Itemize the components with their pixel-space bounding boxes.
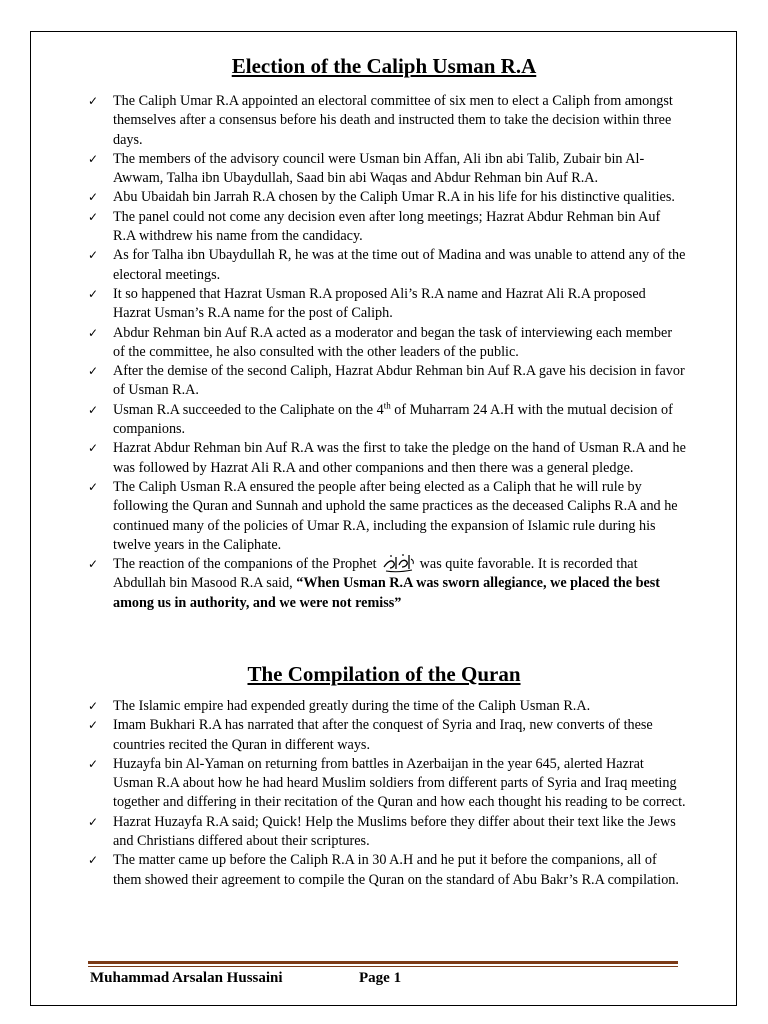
list-item-text: The Caliph Umar R.A appointed an electoral committee of six men to elect a Caliph from amongst themselves after a consensus before his death and instructed them to take the decision within three days. [113, 93, 673, 148]
compilation-bullet-list [88, 697, 686, 890]
list-item-text: The Caliph Usman R.A ensured the people after being elected as a Caliph that he will rule by following the Quran and Sunnah and uphold the same practices as the deceased Caliphs R.A and he continued many of the policies of Umar R.A, including the expansion of Islamic rule during his twelve years in the Caliphate. [113, 478, 678, 553]
checkmark-icon: ✓ [88, 699, 99, 713]
list-item-text: After the demise of the second Caliph, Hazrat Abdur Rehman bin Auf R.A gave his decision in favor of Usman R.A. [113, 363, 685, 399]
list-item [88, 92, 686, 150]
list-item-text-after: was quite favorable. It is recorded that Abdullah bin Masood R.A said, [113, 556, 638, 592]
ordinal-suffix: th [383, 400, 391, 411]
list-item [88, 813, 686, 852]
list-item-text: Huzayfa bin Al-Yaman on returning from battles in Azerbaijan in the year 645, alerted Hazrat Usman R.A about how he had heard Muslim soldiers from different parts of Syria and Iraq meeting together and differing in their recitation of the Quran and how each thought his reading to be correct. [113, 755, 686, 811]
checkmark-icon: ✓ [88, 441, 99, 456]
list-item-text: Hazrat Abdur Rehman bin Auf R.A was the first to take the pledge on the hand of Usman R.A and he was followed by Hazrat Ali R.A and other companions and then there was a general pledge. [113, 440, 686, 476]
list-item-text: It so happened that Hazrat Usman R.A proposed Ali’s R.A name and Hazrat Ali R.A proposed Hazrat Usman’s R.A name for the post of Caliph. [113, 285, 646, 322]
checkmark-icon: ✓ [88, 557, 99, 572]
list-item [88, 755, 686, 813]
list-item [88, 285, 686, 324]
list-item-text: Abu Ubaidah bin Jarrah R.A chosen by the Caliph Umar R.A in his life for his distinctive qualities. [113, 189, 675, 206]
footer-rule [88, 961, 678, 964]
list-item [88, 401, 686, 440]
checkmark-icon: ✓ [88, 325, 99, 340]
section-title-compilation: The Compilation of the Quran [247, 662, 521, 686]
list-item [88, 716, 686, 755]
list-item-text-before: Usman R.A succeeded to the Caliphate on the 4 [113, 401, 384, 418]
list-item [88, 208, 686, 247]
quote-text: “When Usman R.A was sworn allegiance, we placed the best among us in authority, and we were not remiss” [113, 575, 661, 611]
page-number: Page 1 [359, 970, 402, 986]
footer-author: Muhammad Arsalan Hussaini [90, 970, 283, 986]
checkmark-icon: ✓ [88, 756, 99, 771]
list-item [88, 246, 686, 285]
list-item-text [113, 402, 673, 437]
checkmark-icon: ✓ [88, 286, 99, 301]
checkmark-icon: ✓ [88, 209, 99, 224]
list-item-text: The matter came up before the Caliph R.A in 30 A.H and he put it before the companions, all of them showed their agreement to compile the Quran on the standard of Abu Bakr’s R.A compilation. [113, 852, 679, 888]
list-item-text: As for Talha ibn Ubaydullah R, he was at the time out of Madina and was unable to attend any of the electoral meetings. [113, 247, 686, 283]
list-item [88, 362, 686, 401]
checkmark-icon: ✓ [88, 853, 99, 868]
list-item-text: Hazrat Huzayfa R.A said; Quick! Help the Muslims before they differ about their text like the Jews and Christians differed about their scriptures. [113, 813, 676, 850]
list-item-text-after: of Muharram 24 A.H with the mutual decision of companions. [113, 401, 673, 438]
checkmark-icon: ✓ [88, 94, 99, 108]
list-item-text-before: The reaction of the companions of the Prophet [113, 556, 381, 573]
section-title-election: Election of the Caliph Usman R.A [231, 54, 537, 78]
list-item-text: Imam Bukhari R.A has narrated that after the conquest of Syria and Iraq, new converts of these countries recited the Quran in different ways. [113, 717, 653, 753]
checkmark-icon: ✓ [88, 718, 99, 733]
checkmark-icon: ✓ [88, 190, 99, 205]
list-item [88, 851, 686, 890]
list-item-text: Abdur Rehman bin Auf R.A acted as a moderator and began the task of interviewing each member of the committee, he also consulted with the other leaders of the public. [113, 324, 673, 360]
list-item-text: The Islamic empire had expended greatly during the time of the Caliph Usman R.A. [113, 698, 591, 714]
list-item [88, 150, 686, 189]
checkmark-icon: ✓ [88, 364, 99, 379]
checkmark-icon: ✓ [88, 151, 99, 166]
list-item [88, 697, 686, 716]
list-item [88, 439, 686, 478]
list-item [88, 555, 686, 613]
checkmark-icon: ✓ [88, 814, 99, 829]
checkmark-icon: ✓ [88, 248, 99, 263]
footer-rule-thin [88, 966, 678, 967]
list-item [88, 324, 686, 363]
checkmark-icon: ✓ [88, 479, 99, 494]
salawat-calligraphy-icon [380, 551, 416, 570]
checkmark-icon: ✓ [88, 402, 99, 417]
list-item-text [113, 556, 660, 611]
election-bullet-list [88, 92, 686, 613]
list-item [88, 478, 686, 555]
list-item-text: The panel could not come any decision even after long meetings; Hazrat Abdur Rehman bin Auf R.A withdrew his name from the candidacy. [113, 208, 661, 245]
list-item-text: The members of the advisory council were Usman bin Affan, Ali ibn abi Talib, Zubair bin Al-Awwam, Talha ibn Ubaydullah, Saad bin abi Waqas and Abdur Rehman bin Auf R.A. [113, 150, 645, 187]
list-item [88, 188, 686, 207]
